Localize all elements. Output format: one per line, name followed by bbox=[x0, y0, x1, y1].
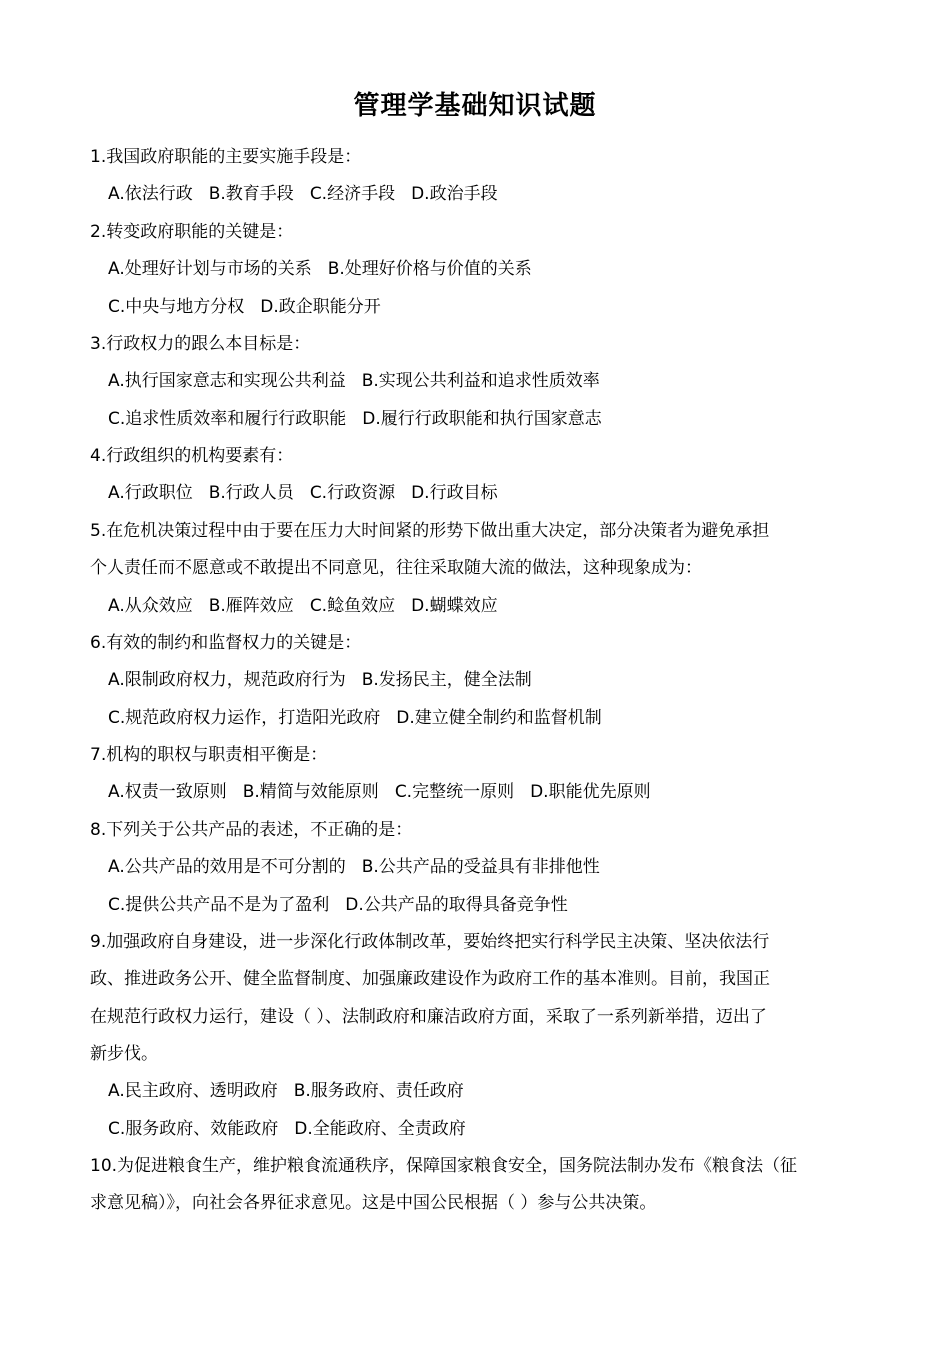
question-4-options bbox=[108, 475, 883, 512]
question-8-options-row-1 bbox=[108, 849, 883, 886]
question-4-stem: 4.行政组织的机构要素有： bbox=[90, 446, 294, 466]
option-d: D.蝴蝶效应 bbox=[411, 596, 498, 616]
option-d: D.全能政府、全责政府 bbox=[294, 1119, 466, 1139]
question-3-options-row-1 bbox=[108, 363, 883, 400]
question-9-stem-line-2: 政、推进政务公开、健全监督制度、加强廉政建设作为政府工作的基本准则。目前，我国正 bbox=[90, 969, 770, 989]
question-3-stem: 3.行政权力的跟么本目标是： bbox=[90, 334, 311, 354]
question-2-options-row-2 bbox=[108, 289, 883, 326]
question-9-options-row-1 bbox=[108, 1073, 883, 1110]
option-d: D.履行行政职能和执行国家意志 bbox=[362, 409, 602, 429]
question-7-stem: 7.机构的职权与职责相平衡是： bbox=[90, 745, 328, 765]
option-b: B.雁阵效应 bbox=[208, 596, 294, 616]
question-3-options-row-2 bbox=[108, 401, 883, 438]
question-10-stem-line-1: 10.为促进粮食生产，维护粮食流通秩序，保障国家粮食安全，国务院法制办发布《粮食法（征 bbox=[90, 1156, 798, 1176]
option-a: A.依法行政 bbox=[108, 184, 193, 204]
question-9-stem-line-1: 9.加强政府自身建设，进一步深化行政体制改革，要始终把实行科学民主决策、坚决依法行 bbox=[90, 932, 770, 952]
option-c: C.追求性质效率和履行行政职能 bbox=[108, 409, 347, 429]
question-7-options bbox=[108, 774, 883, 811]
question-6-stem: 6.有效的制约和监督权力的关键是： bbox=[90, 633, 362, 653]
option-c: C.行政资源 bbox=[309, 483, 396, 503]
option-a: A.从众效应 bbox=[108, 596, 193, 616]
option-c: C.提供公共产品不是为了盈利 bbox=[108, 895, 330, 915]
option-a: A.处理好计划与市场的关系 bbox=[108, 259, 312, 279]
option-a: A.执行国家意志和实现公共利益 bbox=[108, 371, 346, 391]
option-b: B.发扬民主，健全法制 bbox=[361, 670, 532, 690]
question-2-options-row-1 bbox=[108, 251, 883, 288]
option-d: D.职能优先原则 bbox=[530, 782, 651, 802]
question-9-options-row-2 bbox=[108, 1111, 883, 1148]
question-1-stem: 1.我国政府职能的主要实施手段是： bbox=[90, 147, 362, 167]
option-b: B.精简与效能原则 bbox=[242, 782, 379, 802]
question-10-stem-line-2: 求意见稿）》，向社会各界征求意见。这是中国公民根据（ ）参与公共决策。 bbox=[90, 1193, 657, 1213]
question-5-stem-line-2: 个人责任而不愿意或不敢提出不同意见，往往采取随大流的做法，这种现象成为： bbox=[90, 558, 702, 578]
option-b: B.行政人员 bbox=[208, 483, 294, 503]
option-c: C.服务政府、效能政府 bbox=[108, 1119, 279, 1139]
question-1-options bbox=[108, 176, 883, 213]
question-2-stem: 2.转变政府职能的关键是： bbox=[90, 222, 294, 242]
option-a: A.行政职位 bbox=[108, 483, 193, 503]
option-b: B.教育手段 bbox=[208, 184, 294, 204]
option-c: C.鲶鱼效应 bbox=[309, 596, 396, 616]
option-c: C.经济手段 bbox=[309, 184, 396, 204]
option-d: D.政企职能分开 bbox=[260, 297, 381, 317]
option-d: D.建立健全制约和监督机制 bbox=[396, 708, 602, 728]
option-c: C.中央与地方分权 bbox=[108, 297, 245, 317]
option-b: B.处理好价格与价值的关系 bbox=[327, 259, 532, 279]
question-6-options-row-2 bbox=[108, 700, 883, 737]
question-8-options-row-2 bbox=[108, 887, 883, 924]
question-6-options-row-1 bbox=[108, 662, 883, 699]
option-b: B.公共产品的受益具有非排他性 bbox=[361, 857, 600, 877]
option-a: A.公共产品的效用是不可分割的 bbox=[108, 857, 346, 877]
question-9-stem-line-4: 新步伐。 bbox=[90, 1044, 158, 1064]
option-d: D.公共产品的取得具备竞争性 bbox=[345, 895, 568, 915]
option-b: B.实现公共利益和追求性质效率 bbox=[361, 371, 600, 391]
option-d: D.政治手段 bbox=[411, 184, 498, 204]
option-c: C.完整统一原则 bbox=[394, 782, 515, 802]
question-8-stem: 8.下列关于公共产品的表述，不正确的是： bbox=[90, 820, 413, 840]
option-a: A.限制政府权力，规范政府行为 bbox=[108, 670, 346, 690]
option-a: A.民主政府、透明政府 bbox=[108, 1081, 278, 1101]
page-title: 管理学基础知识试题 bbox=[353, 91, 597, 121]
question-9-stem-line-3: 在规范行政权力运行，建设（ ）、法制政府和廉洁政府方面，采取了一系列新举措，迈出了 bbox=[90, 1007, 767, 1027]
option-a: A.权责一致原则 bbox=[108, 782, 227, 802]
option-c: C.规范政府权力运作，打造阳光政府 bbox=[108, 708, 381, 728]
option-b: B.服务政府、责任政府 bbox=[293, 1081, 464, 1101]
question-5-stem-line-1: 5.在危机决策过程中由于要在压力大时间紧的形势下做出重大决定，部分决策者为避免承担 bbox=[90, 521, 770, 541]
option-d: D.行政目标 bbox=[411, 483, 498, 503]
question-5-options bbox=[108, 588, 883, 625]
